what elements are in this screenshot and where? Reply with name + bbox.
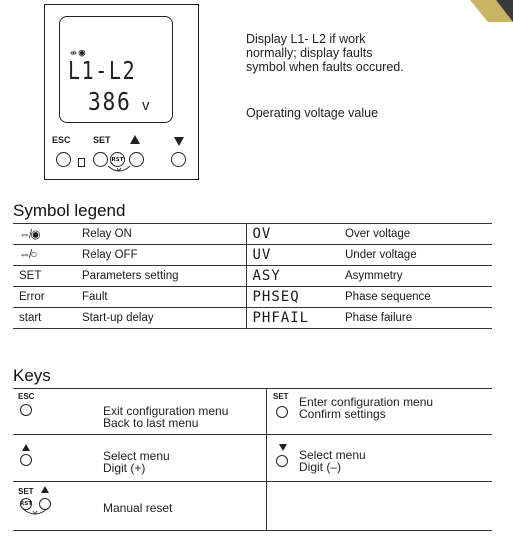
legend-symbol: SET xyxy=(13,266,76,287)
legend-code: OV xyxy=(246,224,339,245)
down-button[interactable] xyxy=(171,152,186,167)
key-set-icon xyxy=(276,406,288,418)
relay-indicator: ⇎◉ xyxy=(70,46,88,59)
legend-heading: Symbol legend xyxy=(13,201,126,220)
legend-symbol: ⇎○ xyxy=(13,245,76,266)
legend-desc: Relay OFF xyxy=(76,245,246,266)
voltage-description: Operating voltage value xyxy=(246,106,379,120)
table-row xyxy=(13,266,492,287)
legend-symbol: Error xyxy=(13,287,76,308)
legend-desc: Start-up delay xyxy=(76,308,246,329)
key-set-description: Enter configuration menu Confirm settings xyxy=(299,395,434,421)
up-arrow-icon xyxy=(130,135,140,144)
key-reset-description: Manual reset xyxy=(103,501,173,515)
key-rst-icon: RST xyxy=(20,498,32,510)
keys-row-2 xyxy=(13,435,492,482)
key-esc-description: Exit configuration menu Back to last menu xyxy=(103,404,229,430)
display-voltage-value: 386 xyxy=(88,87,132,116)
legend-code-desc: Under voltage xyxy=(339,245,492,266)
legend-desc: Fault xyxy=(76,287,246,308)
press-together-icon xyxy=(21,507,49,517)
legend-code-desc: Asymmetry xyxy=(339,266,492,287)
down-arrow-icon xyxy=(174,137,184,146)
key-up-description: Select menu Digit (+) xyxy=(103,449,170,475)
table-row xyxy=(13,308,492,329)
key-esc-label: ESC xyxy=(18,392,35,401)
legend-code-desc: Over voltage xyxy=(339,224,492,245)
press-together-icon xyxy=(106,164,132,174)
legend-symbol: start xyxy=(13,308,76,329)
legend-code-desc: Phase sequence xyxy=(339,287,492,308)
key-reset-set-label: SET xyxy=(18,487,34,496)
display-phase-line: L1-L2 xyxy=(68,56,137,85)
legend-code: PHFAIL xyxy=(246,308,339,329)
key-esc-icon xyxy=(20,404,32,416)
esc-button[interactable] xyxy=(56,152,71,167)
keys-heading: Keys xyxy=(13,366,51,385)
legend-code-desc: Phase failure xyxy=(339,308,492,329)
esc-key-label: ESC xyxy=(52,135,71,145)
legend-code: UV xyxy=(246,245,339,266)
up-arrow-icon xyxy=(41,486,49,493)
table-row xyxy=(13,224,492,245)
table-row xyxy=(13,287,492,308)
key-down-description: Select menu Digit (–) xyxy=(299,448,366,474)
key-set-label: SET xyxy=(273,392,289,401)
display-voltage-unit: v xyxy=(142,97,150,114)
symbol-legend-table xyxy=(13,223,492,329)
table-row xyxy=(13,245,492,266)
legend-desc: Relay ON xyxy=(76,224,246,245)
key-up-icon xyxy=(20,454,32,466)
legend-code: ASY xyxy=(246,266,339,287)
rst-button[interactable]: RST xyxy=(110,152,125,167)
legend-code: PHSEQ xyxy=(246,287,339,308)
display-description: Display L1- L2 if work normally; display faults symbol when faults occured. xyxy=(246,32,404,74)
up-arrow-icon xyxy=(22,444,30,451)
keys-table xyxy=(13,388,492,531)
legend-symbol: ⇎◉ xyxy=(13,224,76,245)
key-down-icon xyxy=(276,455,288,467)
corner-decoration xyxy=(460,0,513,22)
set-key-label: SET xyxy=(93,135,111,145)
led-indicator xyxy=(78,158,85,167)
down-arrow-icon xyxy=(279,444,287,451)
legend-desc: Parameters setting xyxy=(76,266,246,287)
